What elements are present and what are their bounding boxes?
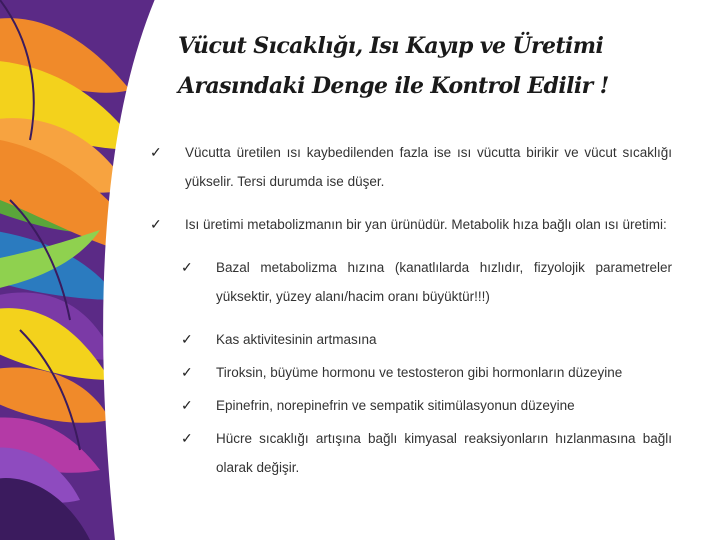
bullet-text: Epinefrin, norepinefrin ve sempatik sitimülasyonun düzeyine	[216, 398, 575, 413]
title-line-1: Vücut Sıcaklığı, Isı Kayıp ve Üretimi	[178, 33, 604, 59]
bullet-item	[150, 210, 672, 239]
checkmark-icon: ✓	[181, 331, 193, 347]
bullet-text: Vücutta üretilen ısı kaybedilenden fazla ise ısı vücutta birikir ve vücut sıcaklığı yükselir. Tersi durumda ise düşer.	[185, 145, 672, 189]
checkmark-icon: ✓	[150, 216, 162, 232]
bullet-text: Kas aktivitesinin artmasına	[216, 332, 377, 347]
checkmark-icon: ✓	[150, 144, 162, 160]
checkmark-icon: ✓	[181, 259, 193, 275]
bullet-item	[150, 138, 672, 196]
sub-bullet-item	[181, 391, 672, 420]
checkmark-icon: ✓	[181, 397, 193, 413]
sub-bullet-item	[181, 424, 672, 482]
checkmark-icon: ✓	[181, 430, 193, 446]
title-line-2: Arasındaki Denge ile Kontrol Edilir !	[178, 73, 609, 99]
bullet-text: Isı üretimi metabolizmanın bir yan ürünüdür. Metabolik hıza bağlı olan ısı üretimi:	[185, 217, 667, 232]
bullet-text: Tiroksin, büyüme hormonu ve testosteron gibi hormonların düzeyine	[216, 365, 623, 380]
bullet-text: Bazal metabolizma hızına (kanatlılarda hızlıdır, fizyolojik parametreler yüksektir, yüzey alanı/hacim oranı büyüktür!!!)	[216, 260, 672, 304]
sub-bullet-item	[181, 253, 672, 311]
bullet-list	[150, 138, 672, 486]
sub-bullet-item	[181, 358, 672, 387]
bullet-text: Hücre sıcaklığı artışına bağlı kimyasal reaksiyonların hızlanmasına bağlı olarak değişir.	[216, 431, 672, 475]
sub-bullet-item	[181, 325, 672, 354]
checkmark-icon: ✓	[181, 364, 193, 380]
slide-title	[178, 26, 609, 106]
